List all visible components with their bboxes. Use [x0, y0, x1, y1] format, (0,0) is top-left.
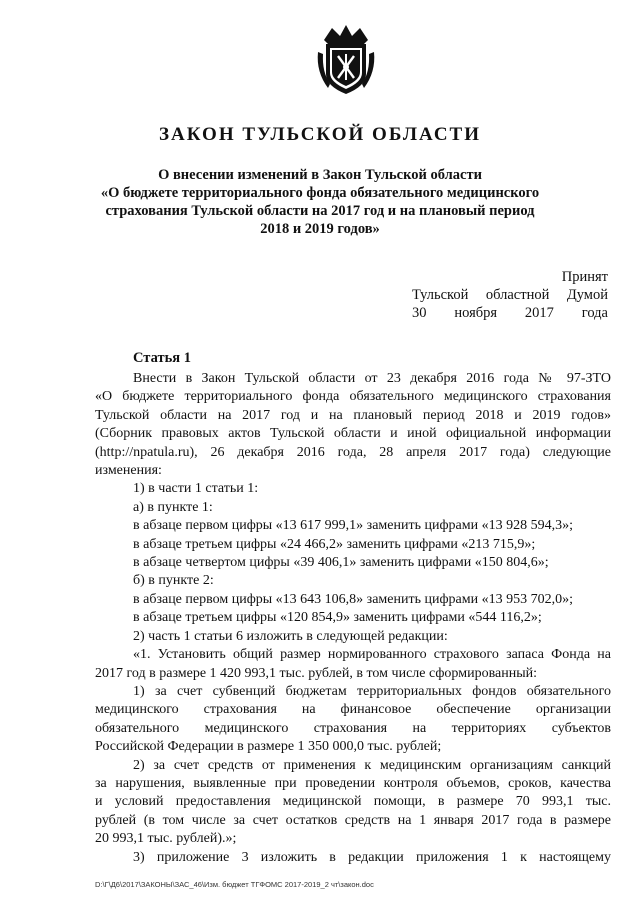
text-line: «О бюджете территориального фонда обязательного медицинского страхования: [95, 389, 611, 405]
tula-coat-of-arms-icon: [316, 22, 376, 96]
adopted-word: Тульской: [412, 287, 469, 303]
text-line: 3) приложение 3 изложить в редакции приложения 1 к настоящему: [133, 849, 611, 865]
adopted-by-line: [412, 286, 608, 304]
text-line: (http://npatula.ru), 26 декабря 2016 года, 28 апреля 2017 года) следующие: [95, 444, 611, 460]
text-line: за нарушения, выявленные при проведении контроля объемов, сроков, качества: [95, 775, 611, 791]
text-line: 2017 год в размере 1 420 993,1 тыс. рублей, в том числе сформированный:: [95, 665, 537, 681]
text-line: а) в пункте 1:: [133, 499, 213, 515]
text-line: в абзаце первом цифры «13 617 999,1» заменить цифрами «13 928 594,3»;: [133, 518, 573, 534]
article-body: [95, 370, 611, 867]
text-line: 1) в части 1 статьи 1:: [133, 481, 259, 497]
adopted-word: областной: [485, 287, 550, 303]
adopted-date-line: [412, 304, 608, 322]
text-line: в абзаце третьем цифры «24 466,2» заменить цифрами «213 715,9»;: [133, 536, 536, 552]
adopted-word: 2017: [524, 305, 554, 321]
adopted-word: ноября: [454, 305, 498, 321]
subtitle-line: «О бюджете территориального фонда обязательного медицинского: [100, 185, 540, 201]
text-line: медицинского страхования на финансовое обеспечение организации: [95, 702, 611, 718]
subtitle-line: О внесении изменений в Закон Тульской области: [158, 167, 482, 183]
text-line: б) в пункте 2:: [133, 573, 214, 589]
text-line: в абзаце четвертом цифры «39 406,1» заменить цифрами «150 804,6»;: [133, 555, 549, 571]
subtitle-line: страхования Тульской области на 2017 год и на плановый период: [105, 203, 535, 219]
adoption-block: [412, 268, 608, 322]
text-line: 2) часть 1 статьи 6 изложить в следующей редакции:: [133, 628, 448, 644]
subtitle-line: 2018 и 2019 годов»: [260, 221, 380, 237]
adopted-label: Принят: [561, 269, 608, 285]
text-line: 2) за счет средств от применения к медицинским организациям санкций: [133, 757, 611, 773]
text-line: в абзаце первом цифры «13 643 106,8» заменить цифрами «13 953 702,0»;: [133, 591, 573, 607]
adopted-word: 30: [412, 305, 427, 321]
text-line: 1) за счет субвенций бюджетам территориальных фондов обязательного: [133, 683, 611, 699]
adopted-word: Думой: [566, 287, 608, 303]
text-line: Внести в Закон Тульской области от 23 декабря 2016 года № 97-ЗТО: [133, 371, 611, 386]
file-path-footer: D:\Г\Д6\2017\ЗАКОНЫ\ЗАС_46\Изм. бюджет ТГФОМС 2017-2019_2 чт\закон.doc: [95, 880, 374, 889]
text-line: изменения:: [95, 463, 162, 479]
text-line: «1. Установить общий размер нормированного страхового запаса Фонда на: [133, 647, 611, 663]
article-heading: Статья 1: [133, 350, 191, 366]
law-title: ЗАКОН ТУЛЬСКОЙ ОБЛАСТИ: [158, 124, 482, 145]
text-line: (Сборник правовых актов Тульской области и иной официальной информации: [95, 426, 611, 442]
text-line: Тульской области на 2017 год и на плановый период 2018 и 2019 годов»: [95, 407, 611, 423]
text-line: 20 993,1 тыс. рублей).»;: [95, 831, 237, 847]
text-line: обязательного медицинского страхования на территориях субъектов: [95, 720, 611, 736]
text-line: в абзаце третьем цифры «120 854,9» заменить цифрами «544 116,2»;: [133, 610, 542, 626]
text-line: Российской Федерации в размере 1 350 000,0 тыс. рублей;: [95, 739, 442, 755]
adopted-word: года: [581, 305, 608, 321]
law-subtitle: [95, 166, 545, 238]
text-line: и условий предоставления медицинской помощи, в размере 70 993,1 тыс.: [95, 794, 611, 810]
text-line: рублей (в том числе за счет остатков средств на 1 января 2017 года в размере: [95, 812, 611, 828]
